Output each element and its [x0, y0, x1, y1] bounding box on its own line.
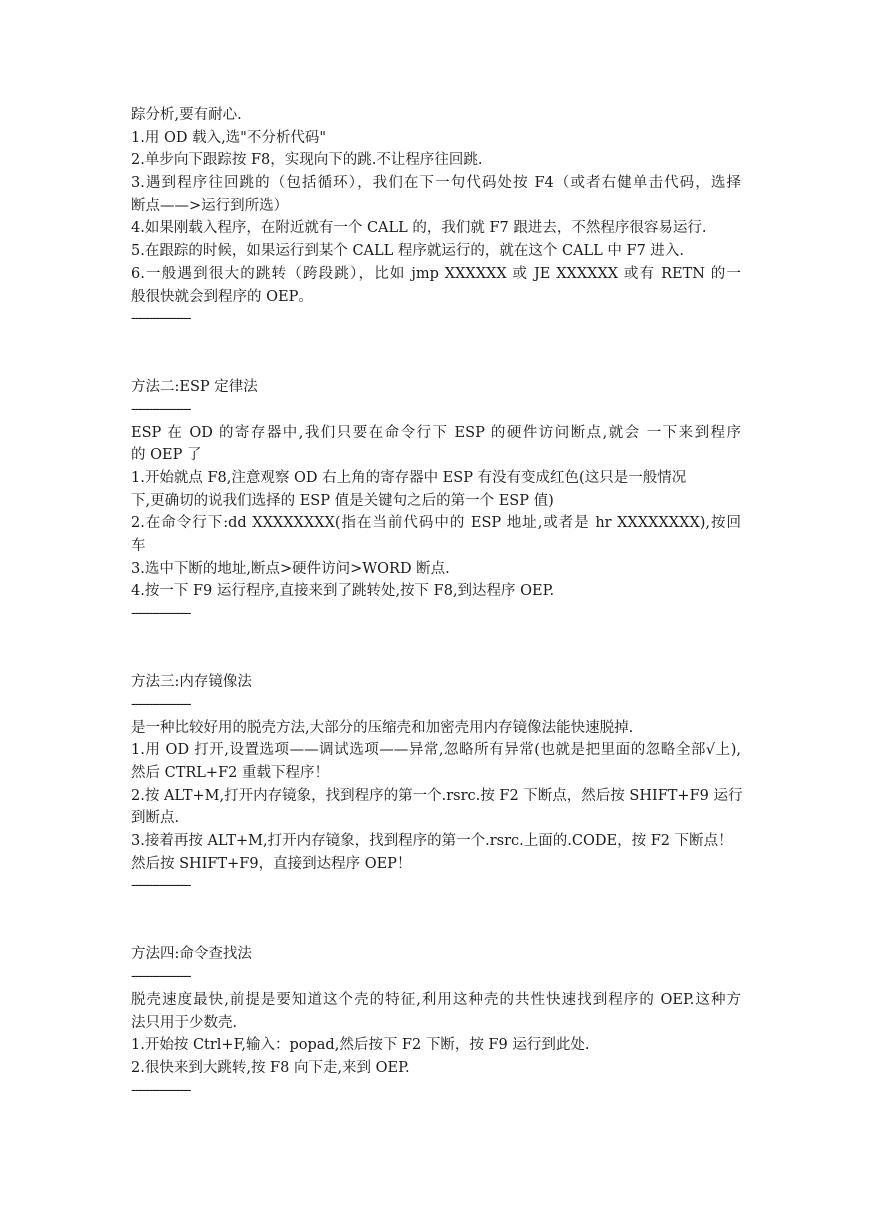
- text-line: 4.如果刚载入程序，在附近就有一个 CALL 的，我们就 F7 跟进去，不然程序很容易运行.: [131, 220, 707, 237]
- text-line: 车: [131, 538, 146, 555]
- separator: -----------------: [131, 311, 191, 327]
- text-line: 是一种比较好用的脱壳方法,大部分的压缩壳和加密壳用内存镜像法能快速脱掉.: [131, 719, 634, 736]
- separator: -----------------: [131, 606, 191, 622]
- text-line: 2.很快来到大跳转,按 F8 向下走,来到 OEP.: [131, 1059, 410, 1076]
- text-line: 2.在命令行下:dd XXXXXXXX(指在当前代码中的 ESP 地址,或者是 hr XXXXXXXX),按回: [131, 515, 741, 532]
- section-gap: [131, 898, 741, 943]
- text-line: 的 OEP 了: [131, 447, 202, 464]
- section-gap: [131, 331, 741, 376]
- text-line: 到断点.: [131, 810, 180, 827]
- text-line: 3.接着再按 ALT+M,打开内存镜象，找到程序的第一个.rsrc.上面的.CODE，按 F2 下断点！: [131, 833, 733, 850]
- text-line: 6.一般遇到很大的跳转（跨段跳），比如 jmp XXXXXX 或 JE XXXXXX 或有 RETN 的一: [131, 265, 741, 282]
- section-title: 方法二:ESP 定律法: [131, 379, 258, 396]
- separator: -----------------: [131, 1082, 191, 1098]
- text-line: 踪分析,要有耐心.: [131, 107, 242, 123]
- text-line: 脱壳速度最快,前提是要知道这个壳的特征,利用这种壳的共性快速找到程序的 OEP.这种方: [131, 991, 741, 1008]
- text-line: 2.单步向下跟踪按 F8，实现向下的跳.不让程序往回跳.: [131, 152, 483, 169]
- text-line: 2.按 ALT+M,打开内存镜象，找到程序的第一个.rsrc.按 F2 下断点，然后按 SHIFT+F9 运行: [131, 787, 743, 804]
- text-line: 般很快就会到程序的 OEP。: [131, 288, 313, 305]
- section-title: 方法四:命令查找法: [131, 946, 252, 963]
- text-line: 法只用于少数壳.: [131, 1014, 238, 1031]
- text-line: 5.在跟踪的时候，如果运行到某个 CALL 程序就运行的，就在这个 CALL 中 F7 进入.: [131, 243, 685, 260]
- document-page: [131, 104, 741, 1102]
- separator: -----------------: [131, 696, 191, 712]
- text-line: 4.按一下 F9 运行程序,直接来到了跳转处,按下 F8,到达程序 OEP.: [131, 583, 555, 600]
- text-line: 3.遇到程序往回跳的（包括循环），我们在下一句代码处按 F4（或者右健单击代码，选择: [131, 175, 741, 192]
- method4-section: [131, 943, 741, 1102]
- method3-section: [131, 671, 741, 898]
- section-title: 方法三:内存镜像法: [131, 674, 252, 691]
- separator: -----------------: [131, 878, 191, 894]
- section-gap: [131, 626, 741, 671]
- text-line: 1.开始就点 F8,注意观察 OD 右上角的寄存器中 ESP 有没有变成红色(这只是一般情况: [131, 470, 687, 487]
- text-line: 然后按 SHIFT+F9，直接到达程序 OEP！: [131, 855, 412, 872]
- text-line: 下,更确切的说我们选择的 ESP 值是关键句之后的第一个 ESP 值): [131, 492, 554, 509]
- text-line: 然后 CTRL+F2 重载下程序！: [131, 764, 329, 781]
- text-line: 1.开始按 Ctrl+F,输入：popad,然后按下 F2 下断，按 F9 运行到此处.: [131, 1037, 590, 1054]
- text-line: 断点——>运行到所选）: [131, 197, 289, 214]
- text-line: 1.用 OD 载入,选"不分析代码": [131, 129, 327, 146]
- separator: -----------------: [131, 969, 191, 985]
- intro-section: [131, 104, 741, 331]
- text-line: 3.选中下断的地址,断点>硬件访问>WORD 断点.: [131, 560, 450, 577]
- text-line: 1.用 OD 打开,设置选项——调试选项——异常,忽略所有异常(也就是把里面的忽略全部√上),: [131, 742, 741, 759]
- text-line: ESP 在 OD 的寄存器中,我们只要在命令行下 ESP 的硬件访问断点,就会 一下来到程序: [131, 424, 741, 441]
- method2-section: [131, 376, 741, 626]
- separator: -----------------: [131, 401, 191, 417]
